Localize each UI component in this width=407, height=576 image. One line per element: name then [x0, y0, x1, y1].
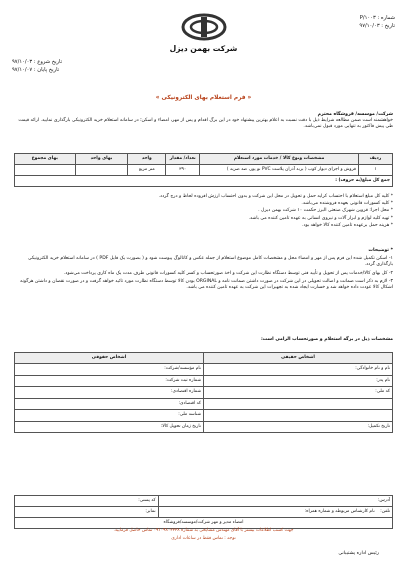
- postal-code-field[interactable]: کد پستی:: [15, 496, 159, 507]
- company-name: شرکت بهمن دیزل: [169, 44, 238, 53]
- table-row: [15, 387, 393, 399]
- date-label: تاریخ :: [381, 23, 395, 30]
- condition-item: * هزینه حمل برعهده تامین کننده کالا خواهد بود.: [301, 222, 393, 228]
- col-total-price: بهای مجموع: [15, 154, 76, 165]
- national-code-field[interactable]: کد ملی:: [204, 387, 393, 399]
- economic-number-field[interactable]: شماره اقتصادی:: [15, 387, 204, 399]
- registration-number-field[interactable]: شماره ثبت شرکت:: [15, 375, 204, 387]
- item-description: فروش و اجرای دیوار کوب ( برند آذران پلاست PVC نو پور، ضد ضربه ): [200, 165, 359, 176]
- company-name-field[interactable]: نام مؤسسه/شرکت:: [15, 364, 204, 376]
- empty-cell: [204, 410, 393, 422]
- col-description: مشخصات ونوع کالا / خدمات مورد استعلام: [200, 154, 359, 165]
- empty-cell: [204, 398, 393, 410]
- completion-date-field[interactable]: تاریخ تکمیل:: [204, 421, 393, 433]
- office-hours-note: توجه : تماس فقط در ساعات اداری: [171, 536, 236, 541]
- phone-label: تلفن:: [380, 509, 390, 515]
- fax-field[interactable]: نمابر:: [15, 507, 159, 518]
- form-title: « فرم استعلام بهای الکترونیکی »: [155, 95, 252, 101]
- condition-item: * کلیه کل مبلغ استعلام با احتساب کرایه حمل و تحویل در محل این شرکت و بدون احتساب ارزش افزوده لحاظ و درج گردد.: [158, 194, 393, 199]
- end-value: ۹۷/۱۰/۰۷: [12, 67, 33, 74]
- conditions-list: [14, 193, 393, 230]
- number-label: شماره :: [377, 15, 395, 21]
- contact-info: جهت کسب اطلاعات بیشتر با آقای مهندس مشایخی به شماره ۰۹۱۰۹۸۰۳۳۳۸ تماس حاصل فرمایید.: [113, 528, 294, 533]
- phone-field[interactable]: [158, 507, 392, 518]
- condition-item: * تهیه کلیه لوازم و ابزار آلات و نیروی انسانی به عهده تامین کننده می باشد.: [248, 215, 393, 221]
- doc-meta: [359, 14, 395, 31]
- address-table: [14, 495, 393, 529]
- date-range: [12, 58, 62, 75]
- signatory-title: رئیس اداره پشتیبانی: [338, 551, 379, 556]
- table-row: [15, 496, 393, 507]
- bahman-logo-icon: [181, 12, 227, 42]
- greeting: شرکت/ موسسه/ فروشگاه محترم: [317, 112, 393, 117]
- table-row: [15, 421, 393, 433]
- explanations-title: * توضیحات: [368, 248, 393, 253]
- start-label: تاریخ شروع :: [33, 59, 63, 65]
- col-quantity: تعداد/ مقدار: [166, 154, 200, 165]
- expert-mobile-label: نام کارشناس مربوطه و شماره همراه:: [304, 509, 375, 515]
- col-natural-person: اشخاص حقیقی: [204, 353, 393, 364]
- start-value: ۹۷/۱۰/۰۳: [12, 59, 33, 65]
- condition-item: * محل اجرا: قزوین شهرک صنعتی البرز حکمت ۱۰ شرکت بهمن دیزل .: [258, 208, 393, 214]
- condition-item: * کلیه کسورات قانونی بعهده فروشنده می‌باشد.: [301, 201, 393, 207]
- total-label: جمع کل مبلغ(به حروف) :: [15, 176, 393, 187]
- col-row-number: ردیف: [358, 154, 392, 165]
- unit-price-field[interactable]: [75, 165, 128, 176]
- end-label: تاریخ پایان :: [33, 67, 60, 74]
- item-unit: متر مربع: [128, 165, 166, 176]
- date-value: ۹۷/۱۰/۰۳: [359, 23, 380, 30]
- items-header-row: [15, 154, 393, 165]
- total-price-field[interactable]: [15, 165, 76, 176]
- intro-text: خواهشمند است ضمن مطالعه شرایط ذیل با دقت نسبت به اعلام بهترین پیشنهاد خود در این برگ اقدام و پس از مهر، امضاء و اسکن؛ در سامانه استعلام خرید الکترونیکی بارگذاری نمایید. ارائه قیمت طی پیش فاکتور به تنهایی مورد قبول نمی‌باشد.: [18, 118, 393, 130]
- items-table: [14, 153, 393, 187]
- address-field[interactable]: آدرس:: [158, 496, 392, 507]
- item-quantity: ۳۹۰: [166, 165, 200, 176]
- intro: [14, 112, 393, 131]
- total-row: [15, 176, 393, 187]
- header: [10, 8, 397, 83]
- table-row: [15, 364, 393, 376]
- table-row: [15, 375, 393, 387]
- required-info-title: مشخصات ذیل در برگه استعلام و صورتحساب الزامی است:: [260, 337, 393, 342]
- col-legal-entity: اشخاص حقوقی: [15, 353, 204, 364]
- number-value: P/۱۰۰۳: [359, 15, 376, 21]
- info-header-row: [15, 353, 393, 364]
- explanations: [14, 248, 393, 291]
- signature-field[interactable]: امضاء مدیر و مهر شرکت/موسسه/فروشگاه: [15, 518, 393, 529]
- table-row: [15, 507, 393, 518]
- col-unit-price: بهای واحد: [75, 154, 128, 165]
- company-logo: [159, 12, 249, 54]
- economic-code-field[interactable]: کد اقتصادی:: [15, 398, 204, 410]
- table-row: [15, 398, 393, 410]
- col-unit: واحد: [128, 154, 166, 165]
- delivery-date-field[interactable]: تاریخ زمان تحویل کالا:: [15, 421, 204, 433]
- father-name-field[interactable]: نام پدر:: [204, 375, 393, 387]
- table-row: [15, 518, 393, 529]
- table-row: [15, 165, 393, 176]
- national-id-field[interactable]: شناسه ملی:: [15, 410, 204, 422]
- info-table: [14, 352, 393, 433]
- explanation-item: ۱- اسکن تکمیل شده این فرم پس از مهر و امضاء محل و مشخصات کامل موضوع استعلام از جمله عکس و کاتالوگ پیوست شود و ( بصورت یک فایل PDF ) در سامانه استعلام خرید الکترونیکی بارگذاری گردد.: [27, 256, 393, 268]
- table-row: [15, 410, 393, 422]
- full-name-field[interactable]: نام و نام خانوادگی:: [204, 364, 393, 376]
- explanation-item: ۲- کل بهای کالا/خدمات پس از تحویل و تأیید فنی توسط دستگاه نظارت این شرکت و اخذ صورتحساب و کسر کلیه کسورات قانونی طرف مدت یک ماه کاری پرداخت می‌شود.: [63, 270, 393, 276]
- explanation-item: ۳- لازم به ذکر است ضمانت و اصالت تحویلی در این شرکت در صورت داشتن ضمانت نامه و ORGINAL بودن کالا توسط دستگاه نظارت مورد تائید خواهد گرفت و در صورت نقصان و داشتن هرگونه اشکال کالا عودت داده خواهد شد و خسارت ایجاد شده به تجهیزات این شرکت به عهده تامین کننده می باشد.: [20, 278, 393, 290]
- row-number: ۱: [358, 165, 392, 176]
